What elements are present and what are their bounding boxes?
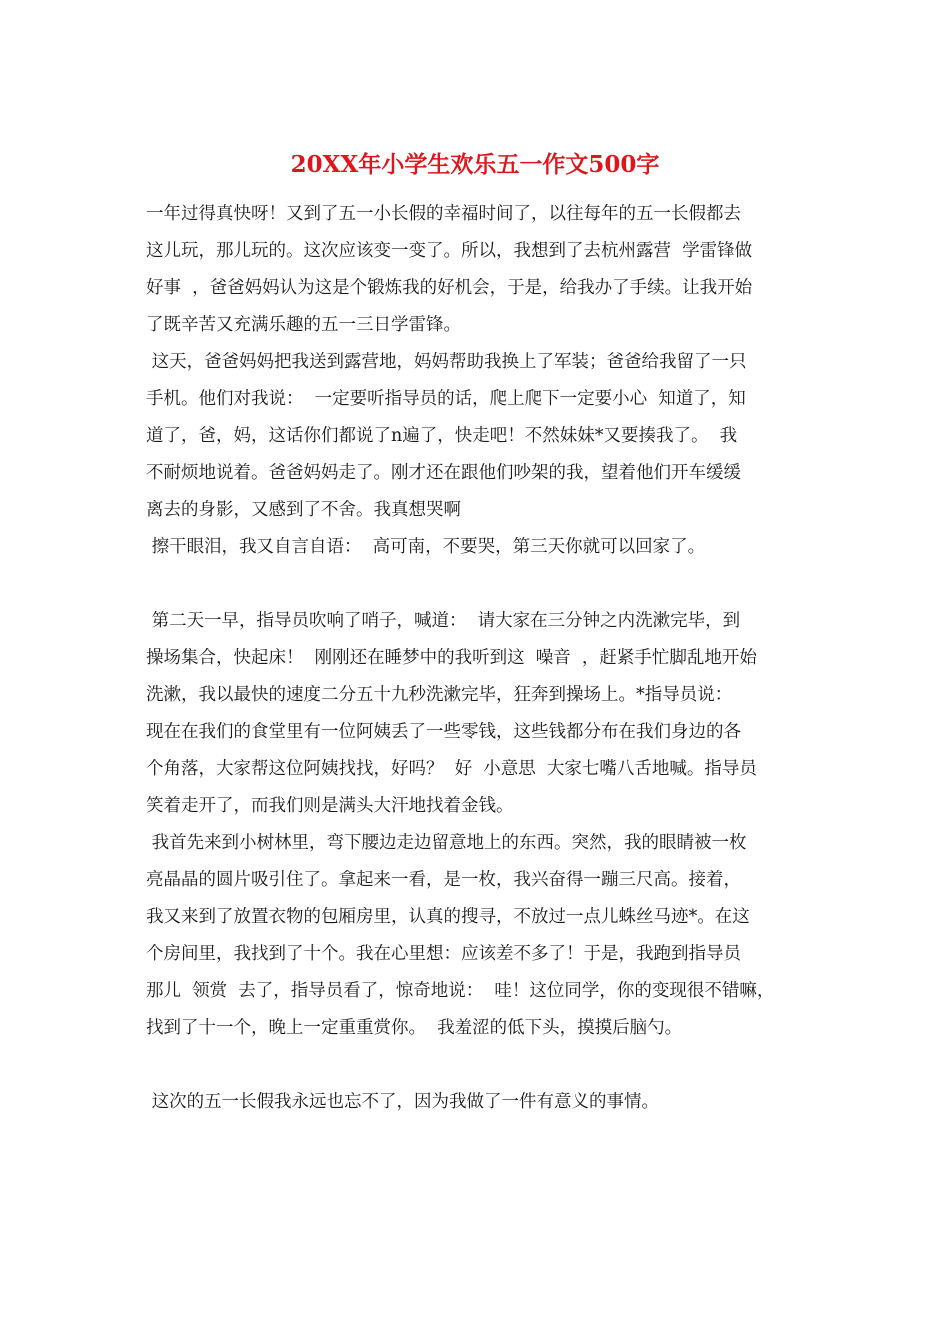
body-text-line: 洗漱，我以最快的速度二分五十九秒洗漱完毕，狂奔到操场上。*指导员说： [146, 685, 733, 705]
body-text-line: 这儿玩，那儿玩的。这次应该变一变了。所以，我想到了去杭州露营 学雷锋做 [146, 241, 753, 261]
page-title: 20XX年小学生欢乐五一作文500字 [290, 151, 660, 178]
body-text-line: 操场集合，快起床！ 刚刚还在睡梦中的我听到这 噪音 ，赶紧手忙脚乱地开始 [146, 648, 757, 668]
blank-line [146, 1047, 814, 1084]
body-text-line: 不耐烦地说着。爸爸妈妈走了。刚才还在跟他们吵架的我，望着他们开车缓缓 [146, 463, 741, 483]
body-text-line: 擦干眼泪，我又自言自语： 高可南，不要哭，第三天你就可以回家了。 [146, 537, 706, 557]
body-text-line: 个房间里，我找到了十个。我在心里想：应该差不多了！于是，我跑到指导员 [146, 944, 741, 964]
body-text-line: 第二天一早，指导员吹响了哨子，喊道： 请大家在三分钟之内洗漱完毕，到 [146, 611, 741, 631]
body-text-line: 现在在我们的食堂里有一位阿姨丢了一些零钱，这些钱都分布在我们身边的各 [146, 722, 741, 742]
body-text-line: 亮晶晶的圆片吸引住了。拿起来一看，是一枚，我兴奋得一蹦三尺高。接着， [146, 870, 741, 890]
body-text-line: 我首先来到小树林里，弯下腰边走边留意地上的东西。突然，我的眼睛被一枚 [146, 833, 747, 853]
body-text-line: 手机。他们对我说： 一定要听指导员的话，爬上爬下一定要小心 知道了，知 [146, 389, 746, 409]
body-text-line: 这天，爸爸妈妈把我送到露营地，妈妈帮助我换上了军装；爸爸给我留了一只 [146, 352, 747, 372]
body-text-line: 好事 ，爸爸妈妈认为这是个锻炼我的好机会，于是，给我办了手续。让我开始 [146, 278, 753, 298]
body-text-line: 个角落，大家帮这位阿姨找找，好吗？ 好 小意思 大家七嘴八舌地喊。指导员 [146, 759, 757, 779]
body-text-line: 道了，爸，妈，这话你们都说了n遍了，快走吧！不然妹妹*又要揍我了。 我 [146, 426, 738, 446]
body-text-line: 那儿 领赏 去了，指导员看了，惊奇地说： 哇！这位同学，你的变现很不错嘛， [146, 981, 775, 1001]
body-text-line: 离去的身影，又感到了不舍。我真想哭啊 [146, 500, 461, 520]
body-text-line: 了既辛苦又充满乐趣的五一三日学雷锋。 [146, 315, 461, 335]
body-text-line: 找到了十一个，晚上一定重重赏你。 我羞涩的低下头，摸摸后脑勺。 [146, 1018, 683, 1038]
blank-line [146, 566, 814, 603]
body-text-line: 我又来到了放置衣物的包厢房里，认真的搜寻，不放过一点儿蛛丝马迹*。在这 [146, 907, 750, 927]
body-text-line: 一年过得真快呀！又到了五一小长假的幸福时间了，以往每年的五一长假都去 [146, 204, 741, 224]
body-text-line: 这次的五一长假我永远也忘不了，因为我做了一件有意义的事情。 [146, 1092, 660, 1112]
body-text-line: 笑着走开了，而我们则是满头大汗地找着金钱。 [146, 796, 514, 816]
essay-body [146, 196, 814, 1121]
